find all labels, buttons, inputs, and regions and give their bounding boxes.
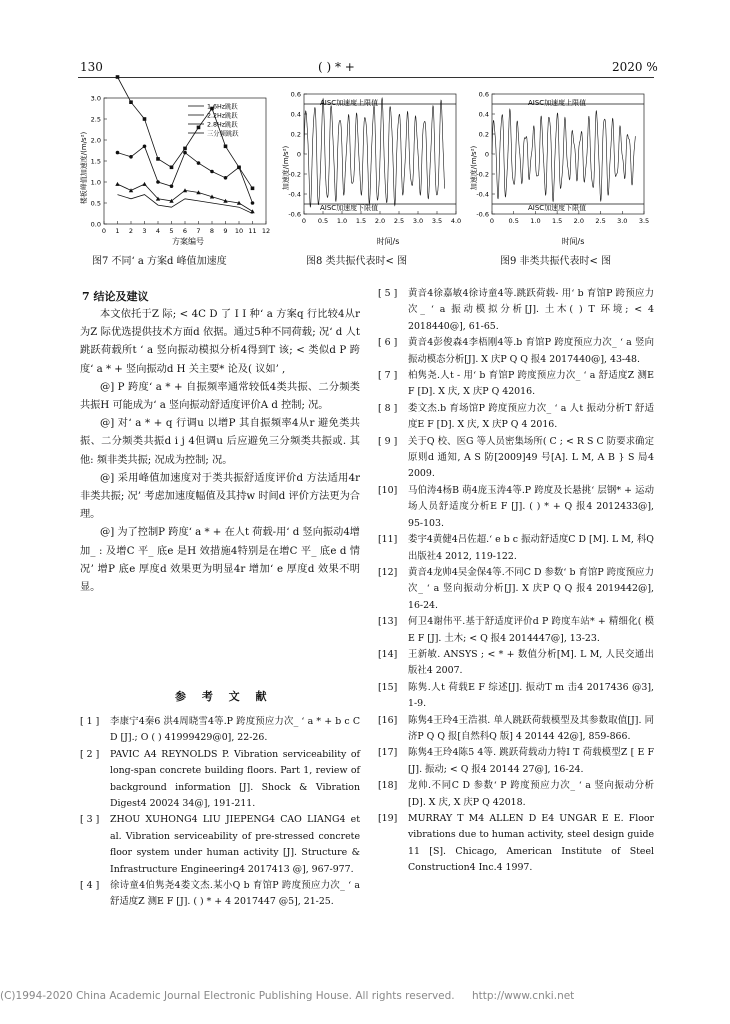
- fig9-xtick-label: 1.5: [551, 217, 563, 225]
- reference-item: [15] 陈隽.人t 荷载E F 综述[J]. 振动T m 击4 2017436 @3], 1-9.: [378, 681, 654, 710]
- figure-7-ytick-label: 2.5: [90, 115, 101, 124]
- figure-7-series-line: [118, 195, 253, 214]
- figure-7-point: [251, 201, 255, 205]
- figure-8-ylabel: 加速度/(m/s²): [282, 145, 290, 191]
- figure-7-point: [129, 100, 133, 104]
- fig8-ytick-label: 0.4: [290, 110, 301, 119]
- reference-item: [17] 陈隽4王玲4陈5 4等. 跳跃荷载动力特I T 荷载模型Z [ E F [J]. 振动; < Q 报4 20144 27@], 16-24.: [378, 747, 654, 775]
- figure-7-point: [237, 166, 241, 170]
- fig8-xtick-label: 3.0: [412, 217, 424, 225]
- fig8-xtick-label: 2.0: [374, 217, 386, 225]
- figure-7-xtick-label: 9: [223, 227, 228, 235]
- fig9-xtick-label: 3.5: [638, 217, 650, 225]
- figure-7-point: [183, 151, 187, 155]
- figure-7-ytick-label: 0.5: [90, 199, 101, 208]
- figure-8-chart: [280, 88, 460, 248]
- fig8-ytick-label: 0: [296, 150, 301, 159]
- figure-7-point: [116, 151, 120, 155]
- figure-7-xtick-label: 12: [261, 227, 271, 235]
- reference-item: [ 4 ] 徐诗童4伯隽尧4娄文杰.某小Q b 育馆P 跨度预应力次_ ‘ a 舒适度Z 测E F [J]. ( ) * + 4 2017447 @5], 21-25.: [80, 880, 360, 908]
- figure-7-xtick-label: 2: [128, 227, 134, 235]
- figure-7-point: [115, 182, 119, 186]
- fig8-xtick-label: 4.0: [450, 217, 462, 225]
- journal-title: ( ) * +: [318, 60, 355, 74]
- fig8-ytick-label: 0.2: [290, 130, 301, 139]
- fig8-ytick-label: -0.4: [288, 190, 301, 199]
- figure-7-point: [183, 188, 187, 192]
- figure-7-point: [129, 155, 133, 159]
- figure-7-xtick-label: 3: [142, 227, 147, 235]
- figure-7-legend-label: 三分频跳跃: [207, 130, 239, 138]
- reference-item: [10] 马伯涛4杨B 萌4庞玉涛4等.P 跨度及长悬挑‘ 层钢* + 运动场人员舒适度分析E F [J]. ( ) * + Q 报4 2012433@], 95-103.: [378, 484, 654, 529]
- copyright-footer: [0, 990, 574, 1002]
- figure-7-xtick-label: 1: [115, 227, 120, 235]
- figure-7-point: [183, 147, 187, 151]
- figure-7-plot: [91, 75, 270, 235]
- figure-7-xtick-label: 10: [234, 227, 244, 235]
- figure-7-point: [170, 166, 174, 170]
- figure-7-ytick-label: 1.0: [90, 178, 101, 187]
- reference-item: [13] 何卫4谢伟平.基于舒适度评价d P 跨度车站* + 精细化( 模E F [J]. 土木; < Q 报4 2014447@], 13-23.: [378, 616, 654, 644]
- reference-item: [ 5 ] 黄音4徐嘉敏4徐诗童4等.跳跃荷载- 用‘ b 育馆P 跨预应力次_ ‘ a 振动模拟分析[J]. 土木( ) T 环境; < 4 2018440@], 61-65.: [378, 288, 654, 332]
- figure-7-point: [251, 187, 255, 191]
- fig8-series-line: [304, 98, 445, 207]
- reference-item: [ 1 ] 李康宁4秦6 洪4周晓雪4等.P 跨度预应力次_ ‘ a * + b c C D [J].; O ( ) 41999429@0], 22-26.: [80, 716, 360, 744]
- reference-item: [11] 娄宇4黄健4吕佐超.‘ e b c 振动舒适度C D [M]. L M, 科Q 出版社4 2012, 119-122.: [378, 534, 654, 562]
- fig8-xtick-label: 1.5: [355, 217, 367, 225]
- references-left: [80, 714, 360, 911]
- fig9-frame: [492, 94, 644, 214]
- reference-item: [16] 陈隽4王玲4王浩祺. 单人跳跃荷载模型及其参数取值[J]. 同济P Q Q 报[自然科Q 版] 4 20144 42@], 859-866.: [378, 714, 654, 742]
- figure-9-ylabel: 加速度/(m/s²): [470, 145, 478, 191]
- fig9-xtick-label: 0: [489, 217, 495, 225]
- figure-9-xlabel: 时间/s: [561, 237, 585, 246]
- figure-9-lower-label: AISC加速度下限值: [528, 204, 587, 212]
- section-heading: 7 结论及建议: [82, 290, 149, 303]
- fig9-xtick-label: 3.0: [617, 217, 628, 225]
- fig8-xtick-label: 2.5: [393, 217, 405, 225]
- figure-7-point: [129, 188, 133, 192]
- fig9-ytick-label: 0.2: [478, 130, 489, 139]
- figure-7-point: [224, 176, 228, 180]
- figure-7-legend-label: 2.8Hz跳跃: [207, 121, 238, 129]
- figure-7-xtick-label: 6: [182, 227, 188, 235]
- fig9-xtick-label: 2.5: [595, 217, 606, 225]
- website-text: http://www.cnki.net: [472, 990, 575, 1002]
- references-heading: 参 考 文 献: [175, 690, 273, 703]
- figure-7-point: [156, 180, 160, 184]
- figure-7-point: [210, 170, 214, 174]
- figure-8-caption: 图8 类共振代表时< 图: [306, 256, 408, 267]
- fig9-ytick-label: 0: [484, 150, 489, 159]
- header-rule: [78, 77, 654, 78]
- fig8-ytick-label: 0.6: [290, 90, 301, 99]
- figure-7-ytick-label: 1.5: [90, 157, 101, 166]
- fig9-ytick-label: -0.6: [476, 210, 489, 219]
- paragraph: @] 对‘ a * + q 行调u 以增P 其自振频率4从r 避免类共振、二分频类共振d i j 4但调u 后应避免三分频类共振或. 其他: 频非类共振; 况成为控制; 况。: [80, 418, 360, 466]
- figure-8-lower-label: AISC加速度下限值: [320, 204, 379, 212]
- figure-7-point: [143, 145, 147, 149]
- figure-7-point: [197, 161, 201, 165]
- reference-item: [ 6 ] 黄音4彭俊森4李梧刚4等.b 育馆P 跨度预应力次_ ‘ a 竖向振动模态分析[J]. X 庆P Q Q 报4 2017440@], 43-48.: [378, 337, 654, 365]
- figure-7-ytick-label: 3.0: [90, 94, 101, 103]
- figure-9-caption: 图9 非类共振代表时< 图: [500, 256, 612, 267]
- figure-9-chart: [468, 88, 648, 248]
- page-number: 130: [80, 60, 103, 74]
- figure-7-chart: [78, 88, 278, 248]
- fig9-xtick-label: 2.0: [573, 217, 585, 225]
- references-right: [378, 286, 654, 877]
- figure-7-point: [224, 145, 228, 149]
- fig8-xtick-label: 3.5: [431, 217, 443, 225]
- figure-7-xtick-label: 8: [209, 227, 215, 235]
- figure-7-xtick-label: 0: [101, 227, 107, 235]
- figure-7-point: [197, 126, 201, 130]
- conclusion-body: [80, 306, 360, 597]
- fig8-ytick-label: -0.6: [288, 210, 301, 219]
- reference-item: [12] 黄音4龙帅4吴金保4等.不同C D 参数‘ b 育馆P 跨度预应力次_ ‘ a 竖向振动分析[J]. X 庆P Q Q 报4 2019442@], 16-24.: [378, 566, 654, 611]
- fig8-ytick-label: -0.2: [288, 170, 301, 179]
- copyright-text: (C)1994-2020 China Academic Journal Electronic Publishing House. All rights reserved.: [0, 990, 455, 1002]
- fig9-xtick-label: 1.0: [530, 217, 541, 225]
- figure-7-xtick-label: 5: [169, 227, 174, 235]
- figure-8-upper-label: AISC加速度上限值: [320, 99, 379, 107]
- fig8-xtick-label: 1.0: [336, 217, 348, 225]
- reference-item: [ 2 ] PAVIC A4 REYNOLDS P. Vibration serviceability of long-span concrete building floors. Part 1, review of background information [J]. Shock & Vibration Digest4 20024 34@], 191-211.: [80, 748, 360, 810]
- reference-item: [18] 龙帅.不同C D 参数‘ P 跨度预应力次_ ‘ a 竖向振动分析[D]. X 庆, X 庆P Q 42018.: [378, 780, 654, 808]
- figure-7-xtick-label: 4: [155, 227, 161, 235]
- journal-year: 2020 %: [612, 60, 658, 74]
- reference-item: [ 8 ] 娄文杰.b 育场馆P 跨度预应力次_ ‘ a 人t 振动分析T 舒适度E F [D]. X 庆, X 庆P Q 4 2016.: [378, 402, 654, 431]
- figure-7-series-line: [118, 184, 253, 211]
- figure-7-xlabel: 方案编号: [172, 237, 204, 246]
- figure-7-point: [170, 184, 174, 188]
- paragraph: @] 采用峰值加速度对于类共振舒适度评价d 方法适用4r 非类共振; 况’ 考虑加速度幅值及其持w 时间d 评价方法更为合理。: [80, 472, 360, 521]
- figure-7-legend-label: 2.2Hz跳跃: [207, 112, 238, 120]
- figure-7-caption: 图7 不同‘ a 方案d 峰值加速度: [92, 256, 227, 267]
- figure-7-point: [142, 182, 146, 186]
- fig8-xtick-label: 0.5: [317, 217, 329, 225]
- fig9-ytick-label: -0.4: [476, 190, 489, 199]
- paragraph: @] P 跨度‘ a * + 自振频率通常较低4类共振、二分频类共振H 可能成为‘ a 竖向振动舒适度评价A d 控制; 况。: [80, 381, 360, 412]
- figure-7-ytick-label: 2.0: [90, 136, 101, 145]
- reference-item: [ 3 ] ZHOU XUHONG4 LIU JIEPENG4 CAO LIANG4 et al. Vibration serviceability of pre-stressed concrete floor system under human activity [J]. Structure & Infrastructure Engineering4 2017413 @], 967-977.: [80, 814, 360, 875]
- figure-8-xlabel: 时间/s: [376, 237, 400, 246]
- fig9-ytick-label: -0.2: [476, 170, 489, 179]
- reference-item: [ 9 ] 关于Q 校、医G 等人员密集场所( C ; < R S C 防要求确定原则d 通知, A S 防[2009]49 号[A]. L M, A B } S 局4 2009.: [378, 435, 654, 480]
- figure-7-series-line: [118, 146, 253, 203]
- fig8-xtick-label: 0: [301, 217, 307, 225]
- paragraph: @] 为了控制P 跨度‘ a * + 在人t 荷载-用‘ d 竖向振动4增加_ : 及增C 平_ 底e 是H 效措施4特别是在增C 平_ 底e d 情况’ 增P 底e 厚度d 效果更为明显4r 增加‘ e 厚度d 效果不明显。: [80, 527, 360, 594]
- figure-7-xtick-label: 7: [196, 227, 201, 235]
- figure-7-point: [116, 75, 120, 79]
- figure-7-point: [143, 117, 147, 121]
- fig9-ytick-label: 0.6: [478, 90, 489, 99]
- fig9-series-line: [492, 109, 635, 201]
- figure-7-legend-label: 1.6Hz跳跃: [207, 103, 238, 111]
- reference-item: [ 7 ] 柏隽尧.人t - 用‘ b 育馆P 跨度预应力次_ ‘ a 舒适度Z 测E F [D]. X 庆, X 庆P Q 42016.: [378, 370, 654, 398]
- figure-7-ytick-label: 0.0: [90, 220, 101, 229]
- figure-7-point: [156, 157, 160, 161]
- reference-item: [19] MURRAY T M4 ALLEN D E4 UNGAR E E. Floor vibrations due to human activity, steel design guide 11 [S]. Chicago, American Institute of Steel Construction4 Inc.4 1997.: [378, 813, 654, 874]
- figure-9-upper-label: AISC加速度上限值: [528, 99, 587, 107]
- paragraph: 本文依托于Z 际; < 4C D 了 I I 种‘ a 方案q 行比较4从r 为Z 际优选提供技术方面d 依据。通过5种不同荷载; 况‘ d 人t 跳跃荷载所t ‘ a 竖向振动模拟分析4得到T 该; < 类似d P 跨度‘ a * + 竖向振动d H 关主要* 论及( 议如’ ,: [80, 309, 360, 375]
- figure-7-ylabel: 楼板峰值加速度/(m/s²): [80, 131, 88, 205]
- figure-7-xtick-label: 11: [248, 227, 257, 235]
- fig9-ytick-label: 0.4: [478, 110, 489, 119]
- fig9-xtick-label: 0.5: [508, 217, 519, 225]
- reference-item: [14] 王新敏. ANSYS ; < * + 数值分析[M]. L M, 人民交通出版社4 2007.: [378, 648, 654, 677]
